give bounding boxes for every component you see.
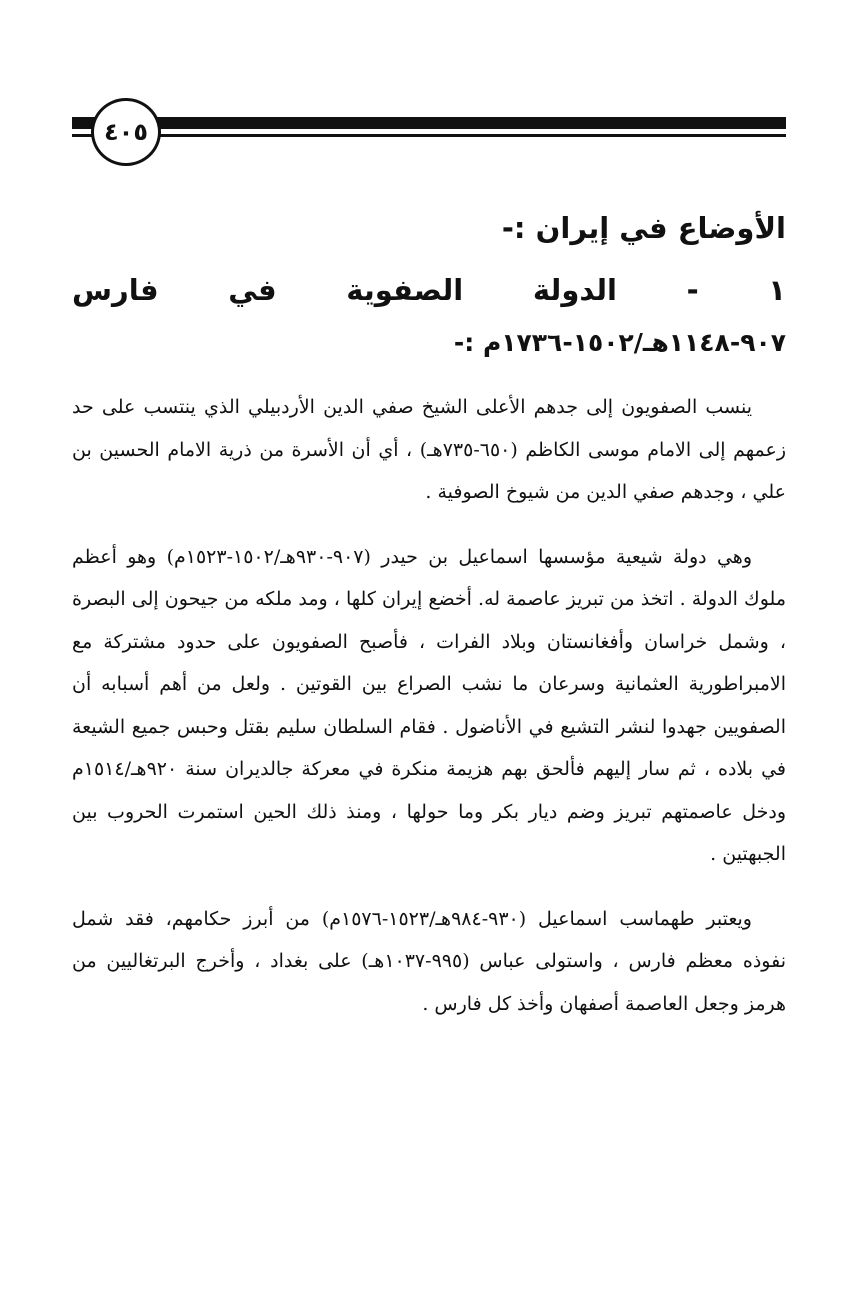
header-rule-thick [72,117,786,129]
subsection-title: ١ - الدولة الصفوية في فارس [72,273,786,307]
paragraph-origins: ينسب الصفويون إلى جدهم الأعلى الشيخ صفي الدين الأردبيلي الذي ينتسب على حد زعمهم إلى الامام موسى الكاظم (٦٥٠-٧٣٥هـ) ، أي أن الأسرة من ذرية الامام الحسين بن علي ، وجدهم صفي الدين من شيوخ الصوفية . [72,396,787,503]
paragraph-founder: وهي دولة شيعية مؤسسها اسماعيل بن حيدر (٩٠٧-٩٣٠هـ/١٥٠٢-١٥٢٣م) وهو أعظم ملوك الدولة . اتخذ من تبريز عاصمة له. أخضع إيران كلها ، ومد ملكه من جيحون إلى البصرة ، وشمل خراسان وأفغانستان وبلاد الفرات ، فأصبح الصفويون على حدود مشتركة مع الامبراطورية العثمانية وسرعان ما نشب الصراع بين القوتين . ولعل من أهم أسبابه أن الصفويين جهدوا لنشر التشيع في الأناضول . فقام السلطان سليم بقتل وحبس جميع الشيعة في بلاده ، ثم سار إليهم فألحق بهم هزيمة منكرة في معركة جالديران سنة ٩٢٠هـ/١٥١٤م ودخل عاصمتهم تبريز وضم ديار بكر وما حولها ، ومنذ ذلك الحين استمرت الحروب بين الجبهتين . [72,545,786,865]
paragraph-rulers: ويعتبر طهماسب اسماعيل (٩٣٠-٩٨٤هـ/١٥٢٣-١٥٧٦م) من أبرز حكامهم، فقد شمل نفوذه معظم فارس ، واستولى عباس (٩٩٥-١٠٣٧هـ) على بغداد ، وأخرج البرتغاليين من هرمز وجعل العاصمة أصفهان وأخذ كل فارس . [72,907,786,1015]
header-rule-thin [72,134,786,137]
subsection-dates: ٩٠٧-١١٤٨هـ/١٥٠٢-١٧٣٦م :- [453,328,786,357]
page-content [72,200,786,1047]
page-number: ٤٠٥ [104,118,148,146]
section-title: الأوضاع في إيران :- [501,211,786,245]
page-number-badge [91,98,161,166]
